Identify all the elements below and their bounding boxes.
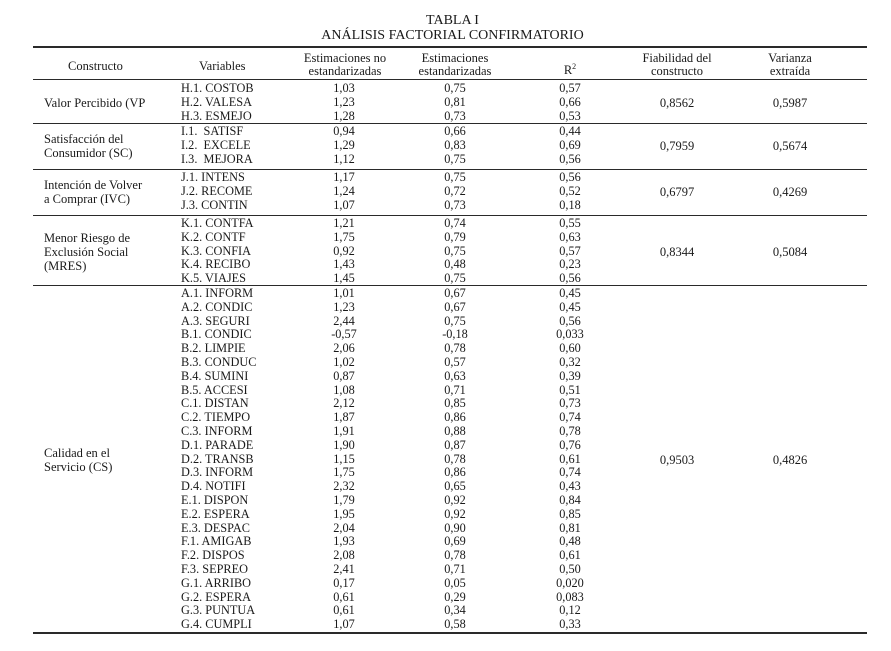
- header-bottom-rule: [33, 79, 867, 80]
- r2-value: 0,56: [559, 271, 581, 286]
- r2-value: 0,55: [559, 216, 581, 230]
- r2-value: 0,53: [559, 108, 581, 123]
- std-estimate: 0,75: [444, 313, 466, 328]
- unstd-estimate: 1,21: [333, 216, 355, 230]
- std-estimate: 0,75: [444, 271, 466, 286]
- variable-name: H.3. ESMEJO: [181, 108, 252, 123]
- variable-name: A.2. CONDIC: [181, 299, 253, 314]
- r2-value: 0,18: [559, 197, 581, 212]
- construct-reliability: 0,8344: [659, 244, 695, 259]
- variable-name: K.5. VIAJES: [181, 271, 247, 286]
- variable-name: E.2. ESPERA: [181, 506, 250, 521]
- unstd-estimate: 0,87: [333, 368, 355, 383]
- variable-name: K.1. CONTFA: [181, 216, 254, 230]
- variable-name: H.2. VALESA: [181, 94, 252, 109]
- std-estimate: 0,86: [444, 465, 466, 480]
- unstd-estimate: 1,08: [333, 382, 355, 397]
- unstd-estimate: 1,45: [333, 271, 355, 286]
- construct-reliability: 0,6797: [659, 184, 695, 199]
- variable-name: K.3. CONFIA: [181, 243, 252, 258]
- r2-value: 0,56: [559, 151, 581, 166]
- std-estimate: 0,57: [444, 355, 466, 369]
- std-estimate: 0,58: [444, 617, 466, 632]
- unstd-estimate: 1,43: [333, 257, 355, 272]
- std-estimate: 0,75: [444, 170, 466, 184]
- unstd-estimate: 1,29: [333, 137, 355, 152]
- unstd-estimate: 0,61: [333, 603, 355, 618]
- variable-name: C.1. DISTAN: [181, 396, 249, 411]
- std-estimate: 0,66: [444, 124, 466, 138]
- variable-name: J.2. RECOME: [181, 183, 253, 198]
- r2-value: 0,39: [559, 368, 581, 383]
- variable-name: D.3. INFORM: [181, 465, 254, 480]
- variable-name: D.2. TRANSB: [181, 451, 254, 466]
- r2-value: 0,32: [559, 355, 581, 369]
- unstd-estimate: 1,79: [333, 493, 355, 507]
- r2-value: 0,61: [559, 548, 581, 563]
- construct-name: [44, 446, 172, 474]
- unstd-estimate: 2,12: [333, 396, 355, 411]
- variable-name: B.4. SUMINI: [181, 368, 249, 383]
- variable-name: E.1. DISPON: [181, 493, 249, 507]
- r2-value: 0,45: [559, 286, 581, 300]
- std-estimate: 0,78: [444, 548, 466, 563]
- unstd-estimate: 1,23: [333, 299, 355, 314]
- header-est-std: Estimaciones estandarizadas: [418, 51, 492, 78]
- std-estimate: 0,05: [444, 575, 466, 590]
- unstd-estimate: 1,24: [333, 183, 355, 198]
- r2-value: 0,083: [556, 589, 584, 604]
- construct-reliability: 0,9503: [659, 452, 695, 467]
- r2-value: 0,74: [559, 465, 581, 480]
- unstd-estimate: 1,07: [333, 197, 355, 212]
- unstd-estimate: 1,90: [333, 437, 355, 452]
- variable-name: C.3. INFORM: [181, 424, 253, 438]
- variable-name: A.1. INFORM: [181, 286, 254, 300]
- r2-value: 0,45: [559, 299, 581, 314]
- std-estimate: 0,74: [444, 216, 466, 230]
- construct-name-line: (MRES): [44, 258, 87, 273]
- unstd-estimate: 1,87: [333, 410, 355, 425]
- unstd-estimate: 1,15: [333, 451, 355, 466]
- header-r2: $R^2$: [563, 62, 577, 78]
- unstd-estimate: 1,23: [333, 94, 355, 109]
- r2-value: 0,57: [559, 243, 581, 258]
- std-estimate: 0,67: [444, 299, 466, 314]
- std-estimate: 0,73: [444, 197, 466, 212]
- r2-value: 0,56: [559, 313, 581, 328]
- variable-name: F.1. AMIGAB: [181, 534, 252, 549]
- variable-name: A.3. SEGURI: [181, 313, 250, 328]
- header-est-no-std: Estimaciones no estandarizadas: [303, 51, 387, 78]
- r2-value: 0,73: [559, 396, 581, 411]
- variable-name: D.4. NOTIFI: [181, 479, 246, 494]
- construct-name-line: Menor Riesgo de: [44, 230, 131, 245]
- unstd-estimate: 1,02: [333, 355, 355, 369]
- r2-value: 0,52: [559, 183, 581, 198]
- header-top-rule: [33, 46, 867, 48]
- std-estimate: 0,86: [444, 410, 466, 425]
- header-fiabilidad: Fiabilidad del constructo: [642, 51, 712, 78]
- construct-name-line: Valor Percibido (VP: [44, 95, 146, 110]
- std-estimate: 0,34: [444, 603, 466, 618]
- unstd-estimate: 1,03: [333, 81, 355, 95]
- variable-name: I.2. EXCELE: [181, 137, 251, 152]
- r2-value: 0,020: [556, 575, 584, 590]
- std-estimate: 0,78: [444, 341, 466, 356]
- r2-value: 0,56: [559, 170, 581, 184]
- r2-value: 0,66: [559, 94, 581, 109]
- std-estimate: -0,18: [442, 327, 468, 342]
- variable-name: G.1. ARRIBO: [181, 575, 252, 590]
- std-estimate: 0,65: [444, 479, 466, 494]
- unstd-estimate: 0,92: [333, 243, 355, 258]
- unstd-estimate: -0,57: [331, 327, 357, 342]
- variable-name: F.2. DISPOS: [181, 548, 245, 563]
- r2-value: 0,69: [559, 137, 581, 152]
- unstd-estimate: 1,93: [333, 534, 355, 549]
- unstd-estimate: 1,07: [333, 617, 355, 632]
- construct-name-line: Servicio (CS): [44, 459, 113, 474]
- unstd-estimate: 0,17: [333, 575, 355, 590]
- construct-name: [44, 96, 172, 110]
- r2-value: 0,81: [559, 520, 581, 535]
- construct-name: [44, 132, 172, 160]
- header-varianza: Varianza extraída: [768, 51, 812, 78]
- std-estimate: 0,90: [444, 520, 466, 535]
- unstd-estimate: 0,94: [333, 124, 355, 138]
- std-estimate: 0,75: [444, 81, 466, 95]
- std-estimate: 0,87: [444, 437, 466, 452]
- std-estimate: 0,75: [444, 243, 466, 258]
- std-estimate: 0,92: [444, 493, 466, 507]
- r2-value: 0,43: [559, 479, 581, 494]
- std-estimate: 0,69: [444, 534, 466, 549]
- variable-name: G.3. PUNTUA: [181, 603, 256, 618]
- construct-name-line: a Comprar (IVC): [44, 191, 131, 206]
- unstd-estimate: 1,28: [333, 108, 355, 123]
- std-estimate: 0,81: [444, 94, 466, 109]
- table-subtitle: ANÁLISIS FACTORIAL CONFIRMATORIO: [321, 28, 584, 43]
- variable-name: G.2. ESPERA: [181, 589, 252, 604]
- construct-variance: 0,5674: [772, 138, 808, 153]
- construct-reliability: 0,7959: [659, 138, 695, 153]
- unstd-estimate: 1,75: [333, 465, 355, 480]
- unstd-estimate: 1,17: [333, 170, 355, 184]
- construct-variance: 0,4269: [772, 184, 808, 199]
- variable-name: F.3. SEPREO: [181, 562, 249, 576]
- unstd-estimate: 2,44: [333, 313, 355, 328]
- unstd-estimate: 1,12: [333, 151, 355, 166]
- variable-name: G.4. CUMPLI: [181, 617, 252, 632]
- std-estimate: 0,71: [444, 562, 466, 576]
- construct-variance: 0,4826: [772, 452, 808, 467]
- std-estimate: 0,92: [444, 506, 466, 521]
- unstd-estimate: 2,41: [333, 562, 355, 576]
- variable-name: J.1. INTENS: [181, 170, 245, 184]
- r2-value: 0,33: [559, 617, 581, 632]
- construct-name: [44, 178, 172, 206]
- variable-name: K.4. RECIBO: [181, 257, 251, 272]
- std-estimate: 0,85: [444, 396, 466, 411]
- construct-name-line: Consumidor (SC): [44, 145, 133, 160]
- variable-name: C.2. TIEMPO: [181, 410, 251, 425]
- construct-name-line: Exclusión Social: [44, 244, 129, 259]
- unstd-estimate: 1,75: [333, 229, 355, 244]
- table-bottom-rule: [33, 632, 867, 634]
- variable-name: K.2. CONTF: [181, 229, 246, 244]
- construct-name-line: Satisfacción del: [44, 131, 124, 146]
- table-title: TABLA I: [426, 13, 479, 28]
- variable-name: B.2. LIMPIE: [181, 341, 246, 356]
- r2-value: 0,60: [559, 341, 581, 356]
- std-estimate: 0,71: [444, 382, 466, 397]
- r2-value: 0,78: [559, 424, 581, 438]
- r2-value: 0,85: [559, 506, 581, 521]
- r2-value: 0,63: [559, 229, 581, 244]
- std-estimate: 0,88: [444, 424, 466, 438]
- construct-name-line: Intención de Volver: [44, 177, 143, 192]
- unstd-estimate: 1,01: [333, 286, 355, 300]
- unstd-estimate: 1,91: [333, 424, 355, 438]
- r2-value: 0,74: [559, 410, 581, 425]
- r2-value: 0,48: [559, 534, 581, 549]
- r2-value: 0,23: [559, 257, 581, 272]
- header-variables: Variables: [199, 59, 246, 73]
- variable-name: I.3. MEJORA: [181, 151, 253, 166]
- std-estimate: 0,78: [444, 451, 466, 466]
- r2-value: 0,50: [559, 562, 581, 576]
- r2-value: 0,12: [559, 603, 581, 618]
- header-constructo: Constructo: [68, 59, 123, 73]
- std-estimate: 0,75: [444, 151, 466, 166]
- variable-name: B.3. CONDUC: [181, 355, 257, 369]
- construct-reliability: 0,8562: [659, 95, 695, 110]
- std-estimate: 0,73: [444, 108, 466, 123]
- variable-name: J.3. CONTIN: [181, 197, 248, 212]
- construct-name: [44, 231, 172, 273]
- r2-value: 0,84: [559, 493, 581, 507]
- variable-name: D.1. PARADE: [181, 437, 254, 452]
- std-estimate: 0,29: [444, 589, 466, 604]
- std-estimate: 0,83: [444, 137, 466, 152]
- unstd-estimate: 0,61: [333, 589, 355, 604]
- std-estimate: 0,67: [444, 286, 466, 300]
- unstd-estimate: 2,08: [333, 548, 355, 563]
- r2-value: 0,76: [559, 437, 581, 452]
- std-estimate: 0,79: [444, 229, 466, 244]
- variable-name: I.1. SATISF: [181, 124, 244, 138]
- variable-name: B.5. ACCESI: [181, 382, 248, 397]
- r2-value: 0,61: [559, 451, 581, 466]
- variable-name: B.1. CONDIC: [181, 327, 252, 342]
- std-estimate: 0,63: [444, 368, 466, 383]
- unstd-estimate: 2,32: [333, 479, 355, 494]
- construct-name-line: Calidad en el: [44, 445, 110, 460]
- unstd-estimate: 1,95: [333, 506, 355, 521]
- r2-value: 0,57: [559, 81, 581, 95]
- r2-value: 0,51: [559, 382, 581, 397]
- r2-value: 0,44: [559, 124, 581, 138]
- r2-value: 0,033: [556, 327, 584, 342]
- unstd-estimate: 2,04: [333, 520, 355, 535]
- construct-variance: 0,5084: [772, 244, 808, 259]
- unstd-estimate: 2,06: [333, 341, 355, 356]
- construct-variance: 0,5987: [772, 95, 808, 110]
- std-estimate: 0,48: [444, 257, 466, 272]
- std-estimate: 0,72: [444, 183, 466, 198]
- variable-name: H.1. COSTOB: [181, 81, 254, 95]
- variable-name: E.3. DESPAC: [181, 520, 250, 535]
